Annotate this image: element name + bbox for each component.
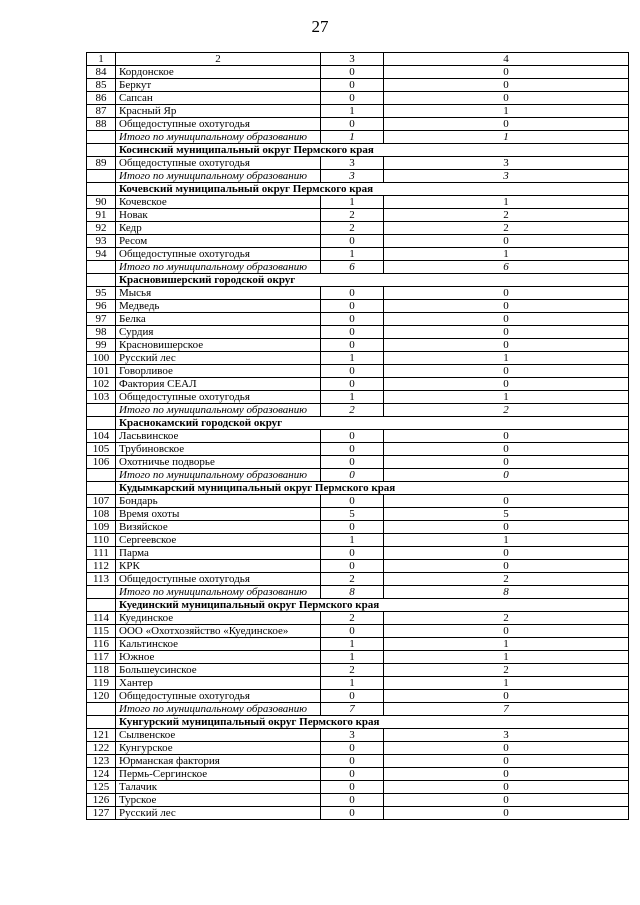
column-4-value: 1 <box>384 248 629 261</box>
section-title: Кунгурский муниципальный округ Пермского края <box>116 716 629 729</box>
column-4-value: 0 <box>384 235 629 248</box>
subtotal-row <box>87 703 629 716</box>
column-header-4: 4 <box>384 53 629 66</box>
row-number: 106 <box>87 456 116 469</box>
column-4-value: 2 <box>384 664 629 677</box>
column-4-value: 5 <box>384 508 629 521</box>
column-header-3: 3 <box>321 53 384 66</box>
row-number: 105 <box>87 443 116 456</box>
table-row <box>87 807 629 820</box>
column-4-value: 0 <box>384 768 629 781</box>
table-row <box>87 729 629 742</box>
table-row <box>87 430 629 443</box>
table-row <box>87 794 629 807</box>
section-header-row <box>87 274 629 287</box>
page-number: 27 <box>311 17 329 36</box>
column-3-value: 1 <box>321 248 384 261</box>
column-3-value: 2 <box>321 404 384 417</box>
subtotal-label: Итого по муниципальному образованию <box>116 170 321 183</box>
table-row <box>87 742 629 755</box>
hunting-ground-name: Кедр <box>116 222 321 235</box>
column-3-value: 0 <box>321 235 384 248</box>
subtotal-row <box>87 586 629 599</box>
column-3-value: 1 <box>321 196 384 209</box>
column-3-value: 8 <box>321 586 384 599</box>
section-title: Косинский муниципальный округ Пермского края <box>116 144 629 157</box>
table-row <box>87 378 629 391</box>
column-3-value: 0 <box>321 378 384 391</box>
hunting-ground-name: Пермь-Сергинское <box>116 768 321 781</box>
hunting-ground-name: Кунгурское <box>116 742 321 755</box>
subtotal-row <box>87 261 629 274</box>
row-number <box>87 131 116 144</box>
column-3-value: 0 <box>321 807 384 820</box>
row-number: 120 <box>87 690 116 703</box>
column-4-value: 2 <box>384 209 629 222</box>
column-4-value: 1 <box>384 196 629 209</box>
table-row <box>87 755 629 768</box>
row-number: 107 <box>87 495 116 508</box>
row-number <box>87 469 116 482</box>
table-row <box>87 534 629 547</box>
row-number: 112 <box>87 560 116 573</box>
table-row <box>87 326 629 339</box>
row-number: 115 <box>87 625 116 638</box>
column-4-value: 2 <box>384 222 629 235</box>
section-title: Кудымкарский муниципальный округ Пермского края <box>116 482 629 495</box>
row-number <box>87 599 116 612</box>
column-3-value: 0 <box>321 690 384 703</box>
column-4-value: 0 <box>384 118 629 131</box>
subtotal-row <box>87 131 629 144</box>
table-row <box>87 651 629 664</box>
section-title: Кочевский муниципальный округ Пермского края <box>116 183 629 196</box>
subtotal-label: Итого по муниципальному образованию <box>116 703 321 716</box>
row-number: 108 <box>87 508 116 521</box>
table-row <box>87 560 629 573</box>
hunting-ground-name: Ласьвинское <box>116 430 321 443</box>
table-row <box>87 235 629 248</box>
section-header-row <box>87 716 629 729</box>
table-row <box>87 391 629 404</box>
row-number: 101 <box>87 365 116 378</box>
hunting-ground-name: Хантер <box>116 677 321 690</box>
column-4-value: 6 <box>384 261 629 274</box>
hunting-grounds-table <box>86 52 629 820</box>
column-4-value: 7 <box>384 703 629 716</box>
section-header-row <box>87 144 629 157</box>
row-number: 93 <box>87 235 116 248</box>
section-header-row <box>87 417 629 430</box>
column-4-value: 2 <box>384 404 629 417</box>
hunting-ground-name: Трубиновское <box>116 443 321 456</box>
hunting-ground-name: Общедоступные охотугодья <box>116 157 321 170</box>
column-3-value: 3 <box>321 170 384 183</box>
column-3-value: 0 <box>321 287 384 300</box>
column-3-value: 2 <box>321 664 384 677</box>
column-4-value: 0 <box>384 339 629 352</box>
subtotal-row <box>87 469 629 482</box>
row-number: 88 <box>87 118 116 131</box>
column-4-value: 1 <box>384 352 629 365</box>
subtotal-row <box>87 404 629 417</box>
column-4-value: 0 <box>384 66 629 79</box>
column-3-value: 0 <box>321 443 384 456</box>
column-3-value: 0 <box>321 339 384 352</box>
hunting-ground-name: Южное <box>116 651 321 664</box>
row-number: 90 <box>87 196 116 209</box>
column-4-value: 0 <box>384 92 629 105</box>
column-4-value: 1 <box>384 391 629 404</box>
row-number: 118 <box>87 664 116 677</box>
column-4-value: 8 <box>384 586 629 599</box>
subtotal-label: Итого по муниципальному образованию <box>116 404 321 417</box>
column-3-value: 0 <box>321 365 384 378</box>
hunting-ground-name: Большеусинское <box>116 664 321 677</box>
column-4-value: 0 <box>384 794 629 807</box>
row-number: 87 <box>87 105 116 118</box>
column-3-value: 0 <box>321 794 384 807</box>
table-row <box>87 781 629 794</box>
column-3-value: 1 <box>321 131 384 144</box>
hunting-ground-name: Общедоступные охотугодья <box>116 118 321 131</box>
column-4-value: 0 <box>384 495 629 508</box>
column-3-value: 0 <box>321 781 384 794</box>
column-4-value: 0 <box>384 313 629 326</box>
column-3-value: 0 <box>321 768 384 781</box>
row-number: 122 <box>87 742 116 755</box>
table-row <box>87 287 629 300</box>
row-number <box>87 144 116 157</box>
row-number <box>87 404 116 417</box>
row-number <box>87 274 116 287</box>
column-3-value: 0 <box>321 742 384 755</box>
row-number: 84 <box>87 66 116 79</box>
row-number: 91 <box>87 209 116 222</box>
hunting-ground-name: Сапсан <box>116 92 321 105</box>
column-3-value: 3 <box>321 729 384 742</box>
column-3-value: 1 <box>321 638 384 651</box>
hunting-ground-name: Кочевское <box>116 196 321 209</box>
hunting-ground-name: Время охоты <box>116 508 321 521</box>
column-3-value: 0 <box>321 92 384 105</box>
row-number: 126 <box>87 794 116 807</box>
column-4-value: 1 <box>384 677 629 690</box>
hunting-ground-name: Белка <box>116 313 321 326</box>
hunting-ground-name: ООО «Охотхозяйство «Куединское» <box>116 625 321 638</box>
column-3-value: 0 <box>321 300 384 313</box>
row-number: 113 <box>87 573 116 586</box>
hunting-ground-name: Красный Яр <box>116 105 321 118</box>
row-number: 96 <box>87 300 116 313</box>
row-number: 117 <box>87 651 116 664</box>
table-header-row <box>87 53 629 66</box>
column-4-value: 1 <box>384 131 629 144</box>
hunting-ground-name: Куединское <box>116 612 321 625</box>
column-4-value: 0 <box>384 625 629 638</box>
table-row <box>87 339 629 352</box>
table-row <box>87 612 629 625</box>
hunting-ground-name: Новак <box>116 209 321 222</box>
row-number: 97 <box>87 313 116 326</box>
column-4-value: 0 <box>384 807 629 820</box>
column-4-value: 0 <box>384 300 629 313</box>
row-number <box>87 482 116 495</box>
table-row <box>87 209 629 222</box>
column-4-value: 1 <box>384 638 629 651</box>
column-3-value: 0 <box>321 66 384 79</box>
table-row <box>87 443 629 456</box>
column-4-value: 0 <box>384 326 629 339</box>
table-row <box>87 313 629 326</box>
column-4-value: 2 <box>384 612 629 625</box>
section-header-row <box>87 482 629 495</box>
hunting-ground-name: Визяйское <box>116 521 321 534</box>
table-row <box>87 248 629 261</box>
column-3-value: 7 <box>321 703 384 716</box>
column-4-value: 0 <box>384 742 629 755</box>
hunting-ground-name: Русский лес <box>116 807 321 820</box>
table-row <box>87 547 629 560</box>
row-number: 119 <box>87 677 116 690</box>
row-number: 121 <box>87 729 116 742</box>
column-3-value: 0 <box>321 547 384 560</box>
hunting-ground-name: Охотничье подворье <box>116 456 321 469</box>
row-number: 85 <box>87 79 116 92</box>
hunting-ground-name: Юрманская фактория <box>116 755 321 768</box>
hunting-ground-name: Общедоступные охотугодья <box>116 690 321 703</box>
hunting-ground-name: Ресом <box>116 235 321 248</box>
subtotal-label: Итого по муниципальному образованию <box>116 261 321 274</box>
column-3-value: 2 <box>321 612 384 625</box>
row-number: 104 <box>87 430 116 443</box>
hunting-ground-name: Сергеевское <box>116 534 321 547</box>
hunting-ground-name: Кальтинское <box>116 638 321 651</box>
hunting-ground-name: Парма <box>116 547 321 560</box>
row-number <box>87 183 116 196</box>
row-number <box>87 586 116 599</box>
column-3-value: 0 <box>321 118 384 131</box>
column-4-value: 0 <box>384 781 629 794</box>
column-4-value: 1 <box>384 651 629 664</box>
table-row <box>87 495 629 508</box>
column-3-value: 0 <box>321 625 384 638</box>
table-row <box>87 521 629 534</box>
column-3-value: 3 <box>321 157 384 170</box>
row-number: 103 <box>87 391 116 404</box>
column-4-value: 3 <box>384 157 629 170</box>
row-number <box>87 417 116 430</box>
column-header-2: 2 <box>116 53 321 66</box>
row-number: 114 <box>87 612 116 625</box>
column-4-value: 0 <box>384 560 629 573</box>
table-row <box>87 573 629 586</box>
table-row <box>87 664 629 677</box>
hunting-ground-name: Бондарь <box>116 495 321 508</box>
table-row <box>87 196 629 209</box>
table-row <box>87 677 629 690</box>
column-3-value: 1 <box>321 352 384 365</box>
table-row <box>87 768 629 781</box>
column-4-value: 0 <box>384 521 629 534</box>
table-row <box>87 105 629 118</box>
table-row <box>87 352 629 365</box>
column-4-value: 1 <box>384 534 629 547</box>
column-4-value: 0 <box>384 755 629 768</box>
row-number: 127 <box>87 807 116 820</box>
row-number: 124 <box>87 768 116 781</box>
table-row <box>87 508 629 521</box>
column-3-value: 1 <box>321 651 384 664</box>
column-4-value: 0 <box>384 365 629 378</box>
row-number: 125 <box>87 781 116 794</box>
column-4-value: 0 <box>384 690 629 703</box>
table-row <box>87 300 629 313</box>
column-3-value: 0 <box>321 79 384 92</box>
hunting-ground-name: КРК <box>116 560 321 573</box>
column-4-value: 0 <box>384 430 629 443</box>
subtotal-label: Итого по муниципальному образованию <box>116 586 321 599</box>
column-4-value: 3 <box>384 170 629 183</box>
table-row <box>87 638 629 651</box>
column-3-value: 0 <box>321 456 384 469</box>
column-3-value: 0 <box>321 560 384 573</box>
row-number: 109 <box>87 521 116 534</box>
column-3-value: 1 <box>321 677 384 690</box>
table-row <box>87 66 629 79</box>
row-number: 95 <box>87 287 116 300</box>
row-number <box>87 716 116 729</box>
row-number: 111 <box>87 547 116 560</box>
hunting-ground-name: Кордонское <box>116 66 321 79</box>
column-3-value: 1 <box>321 391 384 404</box>
column-3-value: 2 <box>321 222 384 235</box>
table-row <box>87 222 629 235</box>
row-number: 110 <box>87 534 116 547</box>
row-number: 92 <box>87 222 116 235</box>
hunting-ground-name: Сылвенское <box>116 729 321 742</box>
hunting-ground-name: Русский лес <box>116 352 321 365</box>
column-4-value: 2 <box>384 573 629 586</box>
subtotal-row <box>87 170 629 183</box>
section-header-row <box>87 599 629 612</box>
column-4-value: 0 <box>384 547 629 560</box>
column-3-value: 0 <box>321 430 384 443</box>
column-4-value: 0 <box>384 456 629 469</box>
hunting-ground-name: Общедоступные охотугодья <box>116 573 321 586</box>
column-4-value: 0 <box>384 378 629 391</box>
row-number: 98 <box>87 326 116 339</box>
subtotal-label: Итого по муниципальному образованию <box>116 131 321 144</box>
hunting-ground-name: Медведь <box>116 300 321 313</box>
row-number: 89 <box>87 157 116 170</box>
column-4-value: 0 <box>384 469 629 482</box>
column-3-value: 0 <box>321 755 384 768</box>
hunting-ground-name: Общедоступные охотугодья <box>116 391 321 404</box>
hunting-ground-name: Красновишерское <box>116 339 321 352</box>
hunting-ground-name: Общедоступные охотугодья <box>116 248 321 261</box>
column-3-value: 1 <box>321 105 384 118</box>
row-number <box>87 170 116 183</box>
row-number: 100 <box>87 352 116 365</box>
column-3-value: 1 <box>321 534 384 547</box>
column-4-value: 0 <box>384 79 629 92</box>
column-3-value: 6 <box>321 261 384 274</box>
column-3-value: 0 <box>321 495 384 508</box>
table-row <box>87 118 629 131</box>
column-4-value: 0 <box>384 443 629 456</box>
column-4-value: 1 <box>384 105 629 118</box>
section-title: Красновишерский городской округ <box>116 274 629 287</box>
section-title: Куединский муниципальный округ Пермского края <box>116 599 629 612</box>
column-3-value: 5 <box>321 508 384 521</box>
hunting-ground-name: Сурдия <box>116 326 321 339</box>
hunting-ground-name: Турское <box>116 794 321 807</box>
row-number: 102 <box>87 378 116 391</box>
row-number: 86 <box>87 92 116 105</box>
row-number <box>87 261 116 274</box>
table-row <box>87 690 629 703</box>
column-3-value: 2 <box>321 573 384 586</box>
column-3-value: 0 <box>321 326 384 339</box>
hunting-ground-name: Фактория СЕАЛ <box>116 378 321 391</box>
column-3-value: 2 <box>321 209 384 222</box>
table-row <box>87 157 629 170</box>
section-title: Краснокамский городской округ <box>116 417 629 430</box>
table-row <box>87 79 629 92</box>
hunting-ground-name: Говорливое <box>116 365 321 378</box>
column-3-value: 0 <box>321 521 384 534</box>
row-number: 123 <box>87 755 116 768</box>
column-3-value: 0 <box>321 313 384 326</box>
column-3-value: 0 <box>321 469 384 482</box>
subtotal-label: Итого по муниципальному образованию <box>116 469 321 482</box>
row-number <box>87 703 116 716</box>
column-header-1: 1 <box>87 53 116 66</box>
hunting-ground-name: Беркут <box>116 79 321 92</box>
table-row <box>87 456 629 469</box>
row-number: 94 <box>87 248 116 261</box>
hunting-ground-name: Мысья <box>116 287 321 300</box>
hunting-ground-name: Талачик <box>116 781 321 794</box>
table-row <box>87 92 629 105</box>
row-number: 116 <box>87 638 116 651</box>
column-4-value: 3 <box>384 729 629 742</box>
column-4-value: 0 <box>384 287 629 300</box>
table-row <box>87 365 629 378</box>
row-number: 99 <box>87 339 116 352</box>
section-header-row <box>87 183 629 196</box>
table-row <box>87 625 629 638</box>
